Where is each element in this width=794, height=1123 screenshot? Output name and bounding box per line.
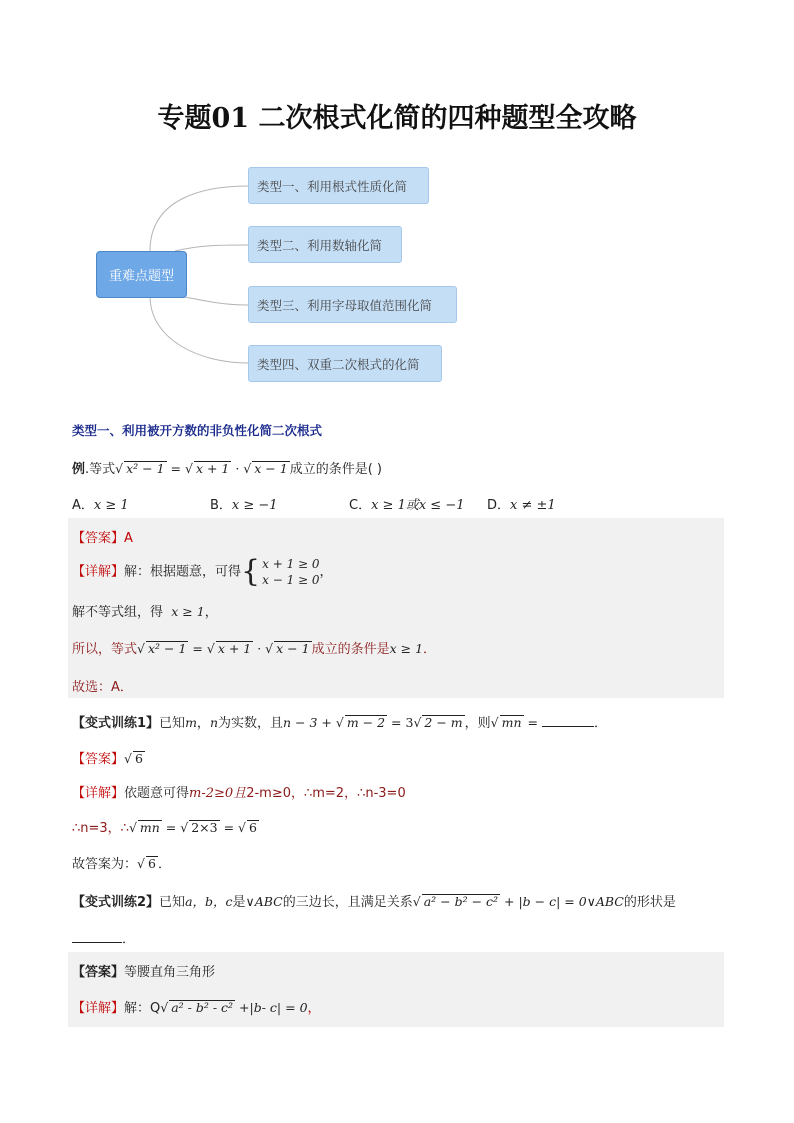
example-question: 例.等式√ x² − 1 = √ x + 1 · √ x − 1 成立的条件是( ) <box>72 461 382 477</box>
page-title: 专题01 二次根式化简的四种题型全攻略 <box>157 103 637 134</box>
variant1-detail: 【详解】依题意可得m-2≥0且2-m≥0，∴m=2，∴n-3=0 <box>72 786 406 801</box>
mind-map <box>0 0 794 420</box>
variant1-question: 【变式训练1】已知m，n为实数，且n − 3 + √ m − 2 = 3√ 2 − m ，则√ mn = ． <box>72 715 607 731</box>
connector-1 <box>150 186 248 251</box>
option-b: B．x ≥ −1 <box>210 498 278 513</box>
variant2-question: 【变式训练2】已知a，b，c是∨ABC的三边长，且满足关系√ a² − b² − c² + |b − c| = 0∨ABC的形状是 <box>72 894 676 910</box>
answer-blank-2 <box>72 930 122 943</box>
mind-map-branch-1: 类型一、利用根式性质化简 <box>248 167 429 204</box>
example-detail: 【详解】解：根据题意，可得 { x + 1 ≥ 0 x − 1 ≥ 0 ， <box>72 554 333 589</box>
section-heading: 类型一、利用被开方数的非负性化简二次根式 <box>72 423 323 438</box>
mind-map-branch-2: 类型二、利用数轴化简 <box>248 226 402 263</box>
option-c: C．x ≥ 1或x ≤ −1 <box>349 498 465 513</box>
variant1-detail-line2: ∴n=3，∴√ mn = √ 2×3 = √ 6 <box>72 820 257 836</box>
variant2-answer: 【答案】等腰直角三角形 <box>72 965 216 980</box>
connector-2 <box>175 245 248 251</box>
mind-map-center-node: 重难点题型 <box>96 251 187 298</box>
variant2-blank-line: ． <box>72 928 135 947</box>
connector-3 <box>180 296 248 305</box>
example-detail-line4: 故选：A． <box>72 680 133 695</box>
example-detail-line2: 解不等式组，得 x ≥ 1， <box>72 604 218 620</box>
example-label: 例 <box>72 462 86 477</box>
mind-map-branch-3: 类型三、利用字母取值范围化简 <box>248 286 457 323</box>
answer-blank <box>542 714 594 727</box>
variant1-detail-line3: 故答案为：√ 6 ． <box>72 856 171 872</box>
variant1-answer: 【答案】√ 6 <box>72 751 143 767</box>
connector-4 <box>150 296 248 363</box>
radical-x2-1: x² − 1 <box>126 461 165 476</box>
example-detail-line3: 所以，等式√ x² − 1 = √ x + 1 · √ x − 1 成立的条件是x ≥ 1． <box>72 641 437 657</box>
example-answer: 【答案】A <box>72 531 133 546</box>
variant2-detail: 【详解】解：Q√ a² - b² - c² +|b- c| = 0， <box>72 1000 321 1016</box>
mind-map-branch-4: 类型四、双重二次根式的化简 <box>248 345 442 382</box>
option-a: A．x ≥ 1 <box>72 498 129 513</box>
option-d: D．x ≠ ±1 <box>487 498 556 513</box>
